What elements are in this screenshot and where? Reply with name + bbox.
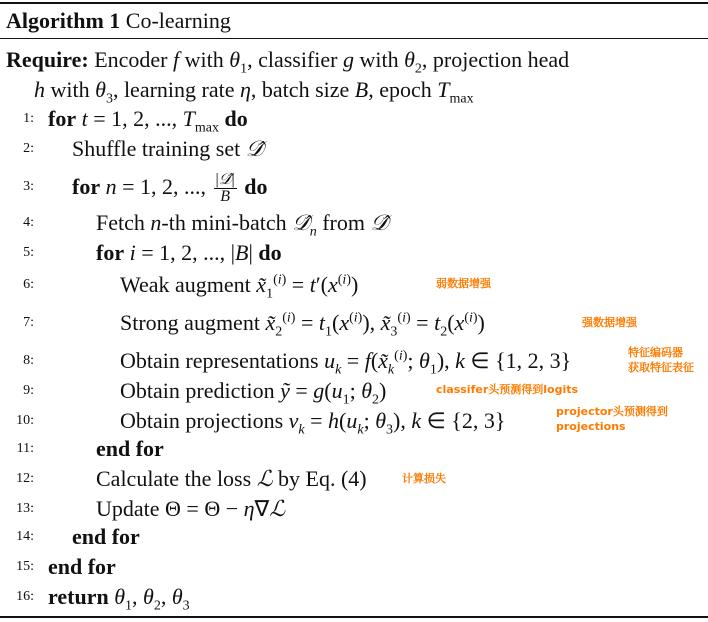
annotation-representations-2: 获取特征表征: [628, 361, 694, 374]
line-number: 8:: [23, 353, 34, 368]
line-code: Weak augment $x̃_1^{(i)} = t'(x^{(i)})$: [120, 272, 359, 302]
annotation-projections-2: projections: [556, 420, 626, 433]
line-number: 5:: [23, 245, 34, 260]
line-code: Strong augment $x̃_2^{(i)} = t_1(x^{(i)})$, $x̃_3^{(i)} = t_2(x^{(i)})$: [120, 310, 485, 340]
annotation-strong-augment: 强数据增强: [582, 316, 637, 329]
require-keyword: Require:: [6, 47, 89, 72]
bottom-rule: [0, 616, 708, 618]
title-rule: [0, 38, 708, 39]
line-code: end for: [96, 436, 164, 461]
line-code: return $\theta_1$, $\theta_2$, $\theta_3$: [48, 584, 190, 614]
line-number: 6:: [23, 277, 34, 292]
line-number: 10:: [16, 413, 34, 428]
require-line-2: h with $\theta_3$, learning rate η, batch size B, epoch $T_{max}$: [34, 77, 474, 107]
line-number: 2:: [23, 141, 34, 156]
line-number: 16:: [16, 589, 34, 604]
line-code: Shuffle training set 𝒟̂: [72, 136, 264, 161]
top-rule: [0, 2, 708, 4]
line-code: Obtain representations $u_k$ = $f(x̃_k^{(i)}$; $\theta_1$), k ∈ {1, 2, 3}: [120, 348, 572, 378]
line-number: 7:: [23, 315, 34, 330]
require-line-1: Require: Encoder f with $\theta_1$, classifier g with $\theta_2$, projection head: [6, 47, 570, 77]
algorithm-label: Algorithm 1: [6, 8, 121, 33]
line-number: 1:: [23, 111, 34, 126]
line-code: end for: [72, 524, 140, 549]
line-code: Update Θ = Θ − η∇ℒ: [96, 496, 286, 521]
annotation-projections-1: projector头预测得到: [556, 405, 668, 418]
line-number: 3:: [23, 179, 34, 194]
line-number: 9:: [23, 383, 34, 398]
line-number: 12:: [16, 471, 34, 486]
line-number: 11:: [16, 441, 34, 456]
fraction: $\frac{\text{|𝒟̂|}}{B}$: [215, 171, 235, 206]
line-number: 15:: [16, 559, 34, 574]
line-code: for n = 1, 2, ..., $\frac{\text{|𝒟̂|}}{B}$ do: [72, 171, 268, 206]
line-code: Fetch n-th mini-batch $𝒟̂_n$ from 𝒟̂: [96, 210, 389, 240]
annotation-representations-1: 特征编码器: [628, 346, 683, 359]
line-code: end for: [48, 554, 116, 579]
algorithm-title: [6, 6, 231, 36]
annotation-weak-augment: 弱数据增强: [436, 277, 491, 290]
line-code: Calculate the loss ℒ by Eq. (4): [96, 466, 367, 491]
line-code: for t = 1, 2, ..., $T_{max}$ do: [48, 106, 248, 136]
annotation-loss: 计算损失: [402, 472, 446, 485]
line-number: 13:: [16, 501, 34, 516]
line-code: Obtain projections $v_k = h(u_k$; $\theta_3$), k ∈ {2, 3}: [120, 408, 506, 438]
line-number: 14:: [16, 529, 34, 544]
line-code: for i = 1, 2, ..., |B| do: [96, 240, 282, 265]
line-code: Obtain prediction ỹ = $g(u_1$; $\theta_2$): [120, 378, 387, 408]
annotation-prediction: classifer头预测得到logits: [436, 383, 579, 396]
algorithm-name: Co-learning: [125, 8, 231, 33]
line-number: 4:: [23, 215, 34, 230]
